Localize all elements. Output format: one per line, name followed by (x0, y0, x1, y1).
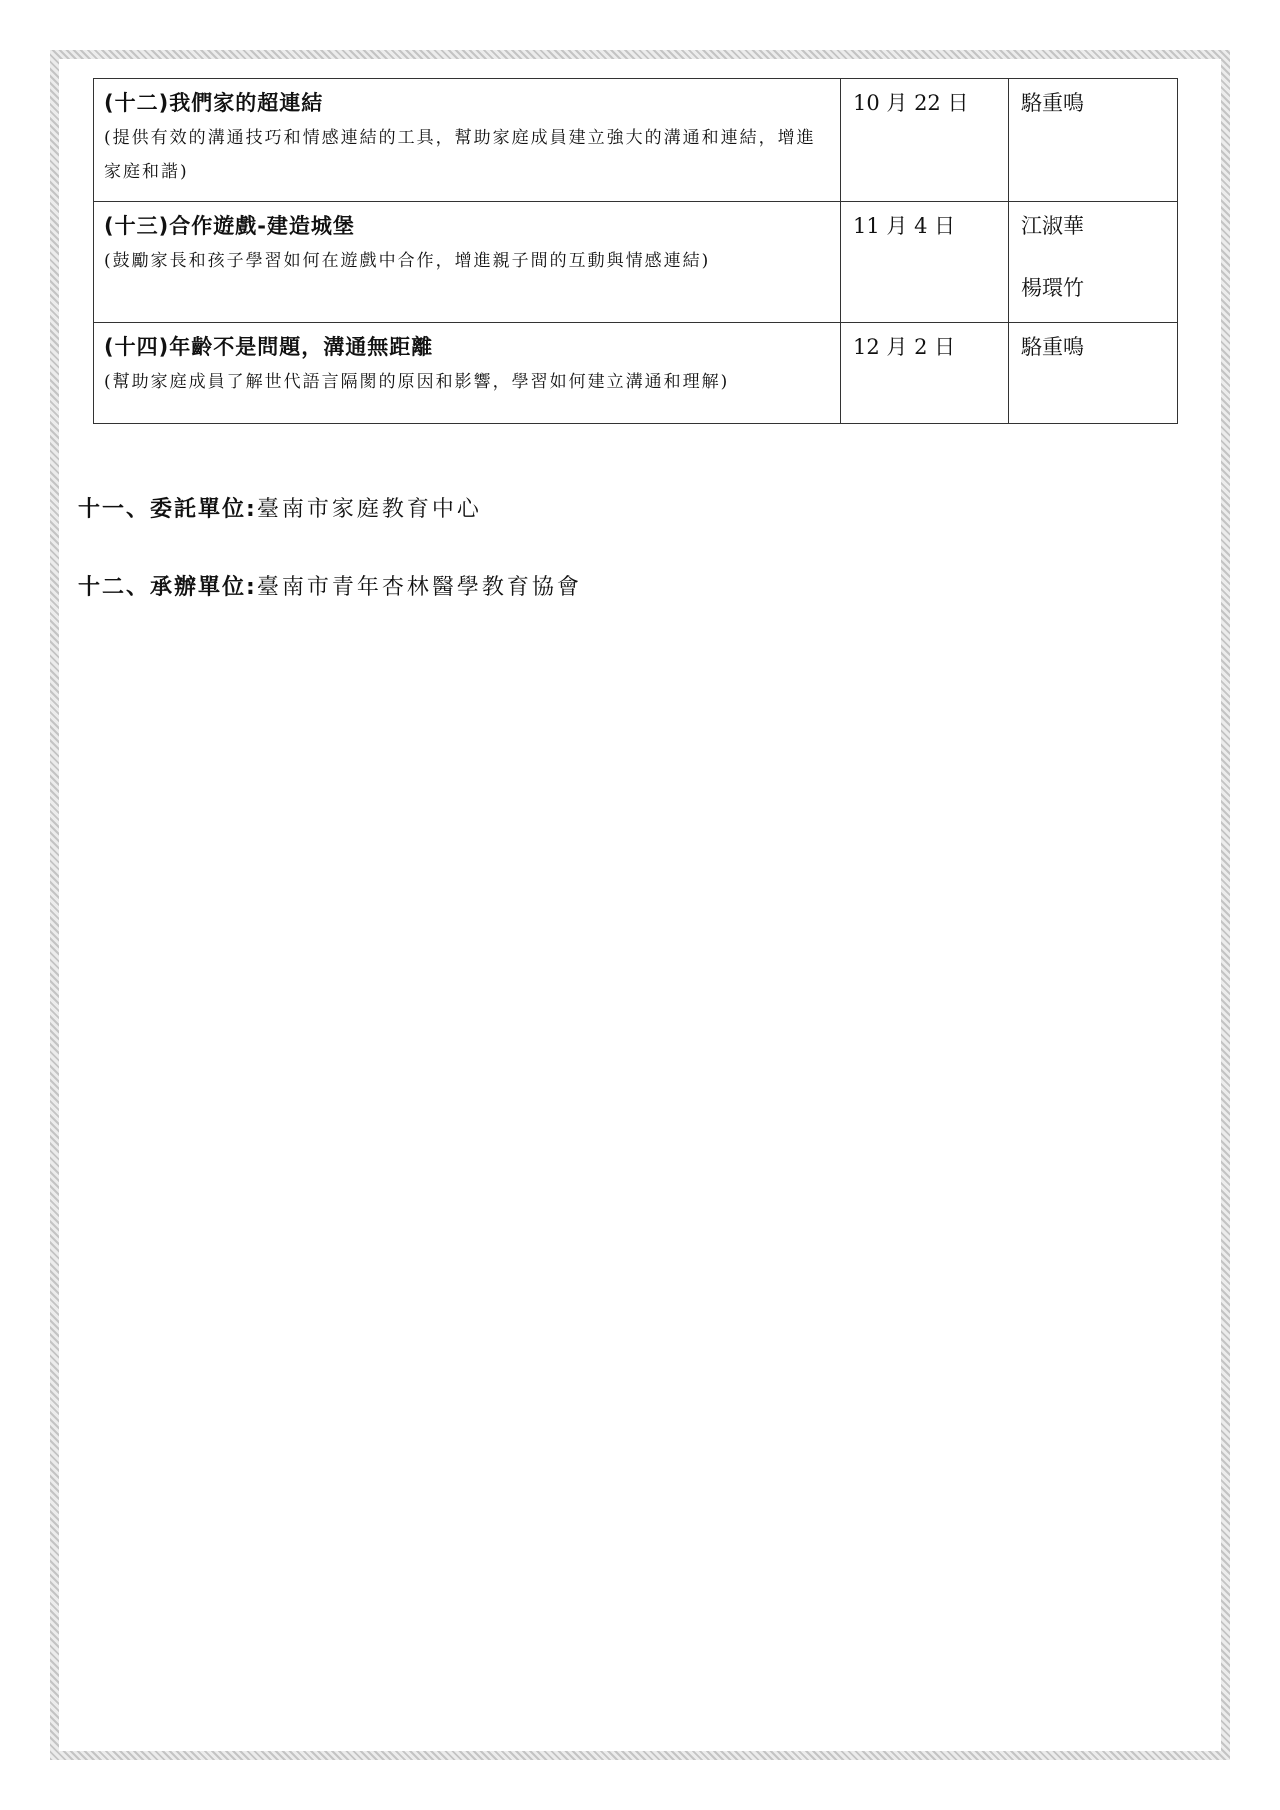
speaker-name: 楊環竹 (1021, 276, 1084, 300)
speaker-cell (1009, 202, 1178, 323)
commissioned-unit-value: 臺南市家庭教育中心 (256, 497, 482, 522)
topic-cell (94, 79, 841, 202)
session-date: 10 月 22 日 (841, 79, 1009, 202)
table-row (94, 79, 1178, 202)
session-title: (十三)合作遊戲-建造城堡 (104, 214, 355, 238)
speaker-name: 駱重鳴 (1021, 335, 1084, 359)
session-date: 11 月 4 日 (841, 202, 1009, 323)
session-description: (提供有效的溝通技巧和情感連結的工具，幫助家庭成員建立強大的溝通和連結，增進家庭和諧) (104, 128, 816, 182)
organizer-unit-label: 十二、承辦單位: (78, 575, 257, 600)
organizer-unit-value: 臺南市青年杏林醫學教育協會 (256, 575, 582, 600)
session-title: (十二)我們家的超連結 (104, 91, 324, 115)
schedule-table (93, 78, 1178, 424)
speaker-cell (1009, 323, 1178, 424)
speaker-cell (1009, 79, 1178, 202)
session-title: (十四)年齡不是問題，溝通無距離 (104, 335, 434, 359)
topic-cell (94, 323, 841, 424)
commissioned-unit-line (78, 494, 482, 526)
topic-cell (94, 202, 841, 323)
table-row (94, 323, 1178, 424)
table-row (94, 202, 1178, 323)
speaker-name: 江淑華 (1021, 214, 1084, 238)
organizer-unit-line (78, 572, 582, 604)
session-description: (幫助家庭成員了解世代語言隔閡的原因和影響，學習如何建立溝通和理解) (104, 372, 730, 392)
session-date: 12 月 2 日 (841, 323, 1009, 424)
session-description: (鼓勵家長和孩子學習如何在遊戲中合作，增進親子間的互動與情感連結) (104, 251, 711, 271)
speaker-name: 駱重鳴 (1021, 91, 1084, 115)
commissioned-unit-label: 十一、委託單位: (78, 497, 257, 522)
